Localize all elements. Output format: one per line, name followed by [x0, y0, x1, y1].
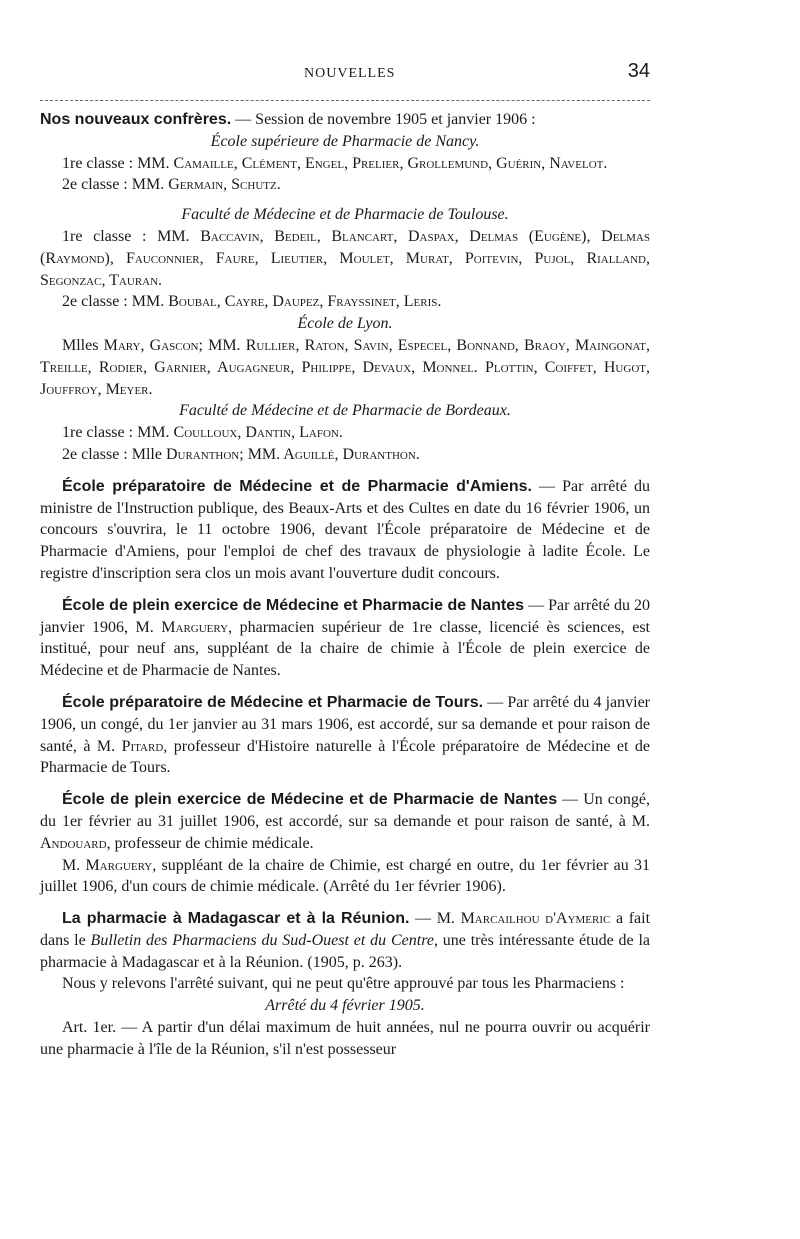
nantes-body-1a: — Par arrêté du 20 janvier 1906, M.: [40, 596, 651, 636]
lyon-names-list: Mary, Gascon; MM. Rullier, Raton, Savin, Especel, Bonnand, Braoy, Maingonat, Treille, Rodier, Garnier, Augagneur, Philippe, Devaux, Monnel. Plottin, Coiffet, Hugot, Jouffroy, Meyer.: [40, 336, 650, 398]
madagascar-journal: Bulletin des Pharmaciens du Sud-Ouest et du Centre: [90, 931, 434, 949]
running-title: NOUVELLES: [304, 66, 396, 81]
tours-paragraph: [40, 692, 650, 779]
madagascar-p2: Nous y relevons l'arrêté suivant, qui ne peut qu'être approuvé par tous les Pharmaciens :: [62, 975, 625, 993]
toulouse-title: Faculté de Médecine et de Pharmacie de Toulouse.: [181, 206, 509, 224]
nancy-class1-label: 1re classe : MM.: [62, 154, 174, 172]
article-body: — A partir d'un délai maximum de huit années, nul ne pourra ouvrir ou acquérir une pharmacie à l'île de la Réunion, s'il n'est possesseur: [40, 1019, 650, 1058]
decree-title: Arrêté du 4 février 1905.: [265, 997, 425, 1015]
bordeaux-class1: [40, 422, 650, 444]
toulouse-class1-names: Baccavin, Bedeil, Blancart, Daspax, Delmas (Eugène), Delmas (Raymond), Fauconnier, Faure, Lieutier, Moulet, Murat, Poitevin, Pujol, Rialland, Segonzac, Tauran.: [40, 227, 650, 289]
toulouse-class2-names: Boubal, Cayre, Daupez, Frayssinet, Leris.: [168, 293, 442, 311]
toulouse-class2: [40, 291, 650, 313]
page-number: 34: [627, 60, 650, 82]
s1-intro: [40, 109, 650, 131]
lyon-title: École de Lyon.: [297, 315, 393, 333]
nantes-paragraph-2: [40, 789, 650, 854]
nancy-class2-label: 2e classe : MM.: [62, 176, 169, 194]
article-label: Art. 1er.: [62, 1019, 117, 1037]
nancy-title: École supérieure de Pharmacie de Nancy.: [210, 132, 480, 150]
madagascar-body-a: — M.: [409, 910, 461, 928]
madagascar-body-c: , une très intéressante étude de la pharmacie à Madagascar et à la Réunion. (1905, p. 263).: [40, 931, 650, 971]
toulouse-class1-label: 1re classe : MM.: [62, 227, 201, 245]
amiens-heading: École préparatoire de Médecine et de Pharmacie d'Amiens.: [62, 477, 532, 495]
s1-intro-text: — Session de novembre 1905 et janvier 1906 :: [231, 111, 536, 128]
bordeaux-class2: [40, 444, 650, 466]
madagascar-heading: La pharmacie à Madagascar et à la Réunion.: [62, 910, 410, 928]
nantes-name-2: Andouard: [40, 834, 107, 852]
document-page: [40, 60, 650, 1061]
nantes-heading-1: École de plein exercice de Médecine et Pharmacie de Nantes: [62, 596, 525, 614]
running-header: [40, 60, 650, 90]
nancy-class2: [40, 174, 650, 196]
marguery-prefix: M.: [62, 856, 86, 874]
madagascar-paragraph: [40, 908, 650, 973]
header-rule: [40, 100, 650, 101]
bordeaux-title: Faculté de Médecine et de Pharmacie de Bordeaux.: [179, 402, 511, 420]
tours-name: Pitard: [121, 737, 164, 755]
nantes-body-2b: , professeur de chimie médicale.: [106, 834, 314, 852]
amiens-paragraph: [40, 476, 650, 585]
nancy-class1: [40, 153, 650, 175]
tours-body-a: — Par arrêté du 4 janvier 1906, un congé, du 1er janvier au 31 mars 1906, est accordé, sur sa demande et pour raison de santé, à M.: [40, 693, 651, 755]
madagascar-author: Marcailhou d'Aymeric: [460, 910, 611, 928]
toulouse-class1: [40, 226, 650, 291]
marguery-paragraph: [40, 855, 650, 899]
lyon-names: [40, 335, 650, 400]
nancy-class1-names: Camaille, Clément, Engel, Prelier, Grollemund, Guérin, Navelot.: [173, 154, 608, 172]
tours-heading: École préparatoire de Médecine et Pharmacie de Tours.: [62, 693, 484, 711]
bordeaux-class1-label: 1re classe : MM.: [62, 424, 174, 442]
nantes-name-1: Marguery: [161, 618, 229, 636]
amiens-body: — Par arrêté du ministre de l'Instruction publique, des Beaux-Arts et des Cultes en date du 16 février 1906, un concours s'ouvrira, le 11 octobre 1906, devant l'École préparatoire de Médecine et de Pharmacie d'Amiens, pour l'emploi de chef des travaux de physiologie à ladite École. Le registre d'inscription sera clos un mois avant l'ouverture dudit concours.: [40, 477, 650, 582]
nancy-class2-names: Germain, Schutz.: [168, 176, 281, 194]
tours-body-b: , professeur d'Histoire naturelle à l'École préparatoire de Médecine et de Pharmacie de Tours.: [40, 737, 651, 777]
madagascar-body-b: a fait dans le: [40, 910, 651, 949]
lyon-label: Mlles: [62, 336, 104, 354]
marguery-body: , suppléant de la chaire de Chimie, est chargé en outre, du 1er février au 31 juillet 1906, d'un cours de chimie médicale. (Arrêté du 1er février 1906).: [40, 856, 651, 896]
bordeaux-class2-names: Duranthon; MM. Aguillé, Duranthon.: [165, 445, 420, 463]
spacer: [40, 196, 650, 204]
nantes-body-1b: , pharmacien supérieur de 1re classe, licencié ès sciences, est institué, pour neuf ans, suppléant de la chaire de chimie à l'École de plein exercice de Médecine et de Pharmacie de Nantes.: [40, 618, 650, 680]
article-1: [40, 1017, 650, 1061]
marguery-name: Marguery: [85, 856, 153, 874]
nantes-paragraph-1: [40, 595, 650, 682]
s1-heading: Nos nouveaux confrères.: [40, 111, 232, 128]
nantes-heading-2: École de plein exercice de Médecine et de Pharmacie de Nantes: [62, 791, 558, 809]
toulouse-class2-label: 2e classe : MM.: [62, 293, 169, 311]
nantes-body-2a: — Un congé, du 1er février au 31 juillet 1906, est accordé, sur sa demande et pour raison de santé, à M.: [40, 791, 651, 830]
bordeaux-class2-label: 2e classe : Mlle: [62, 445, 166, 463]
bordeaux-class1-names: Coulloux, Dantin, Lafon.: [173, 424, 343, 442]
